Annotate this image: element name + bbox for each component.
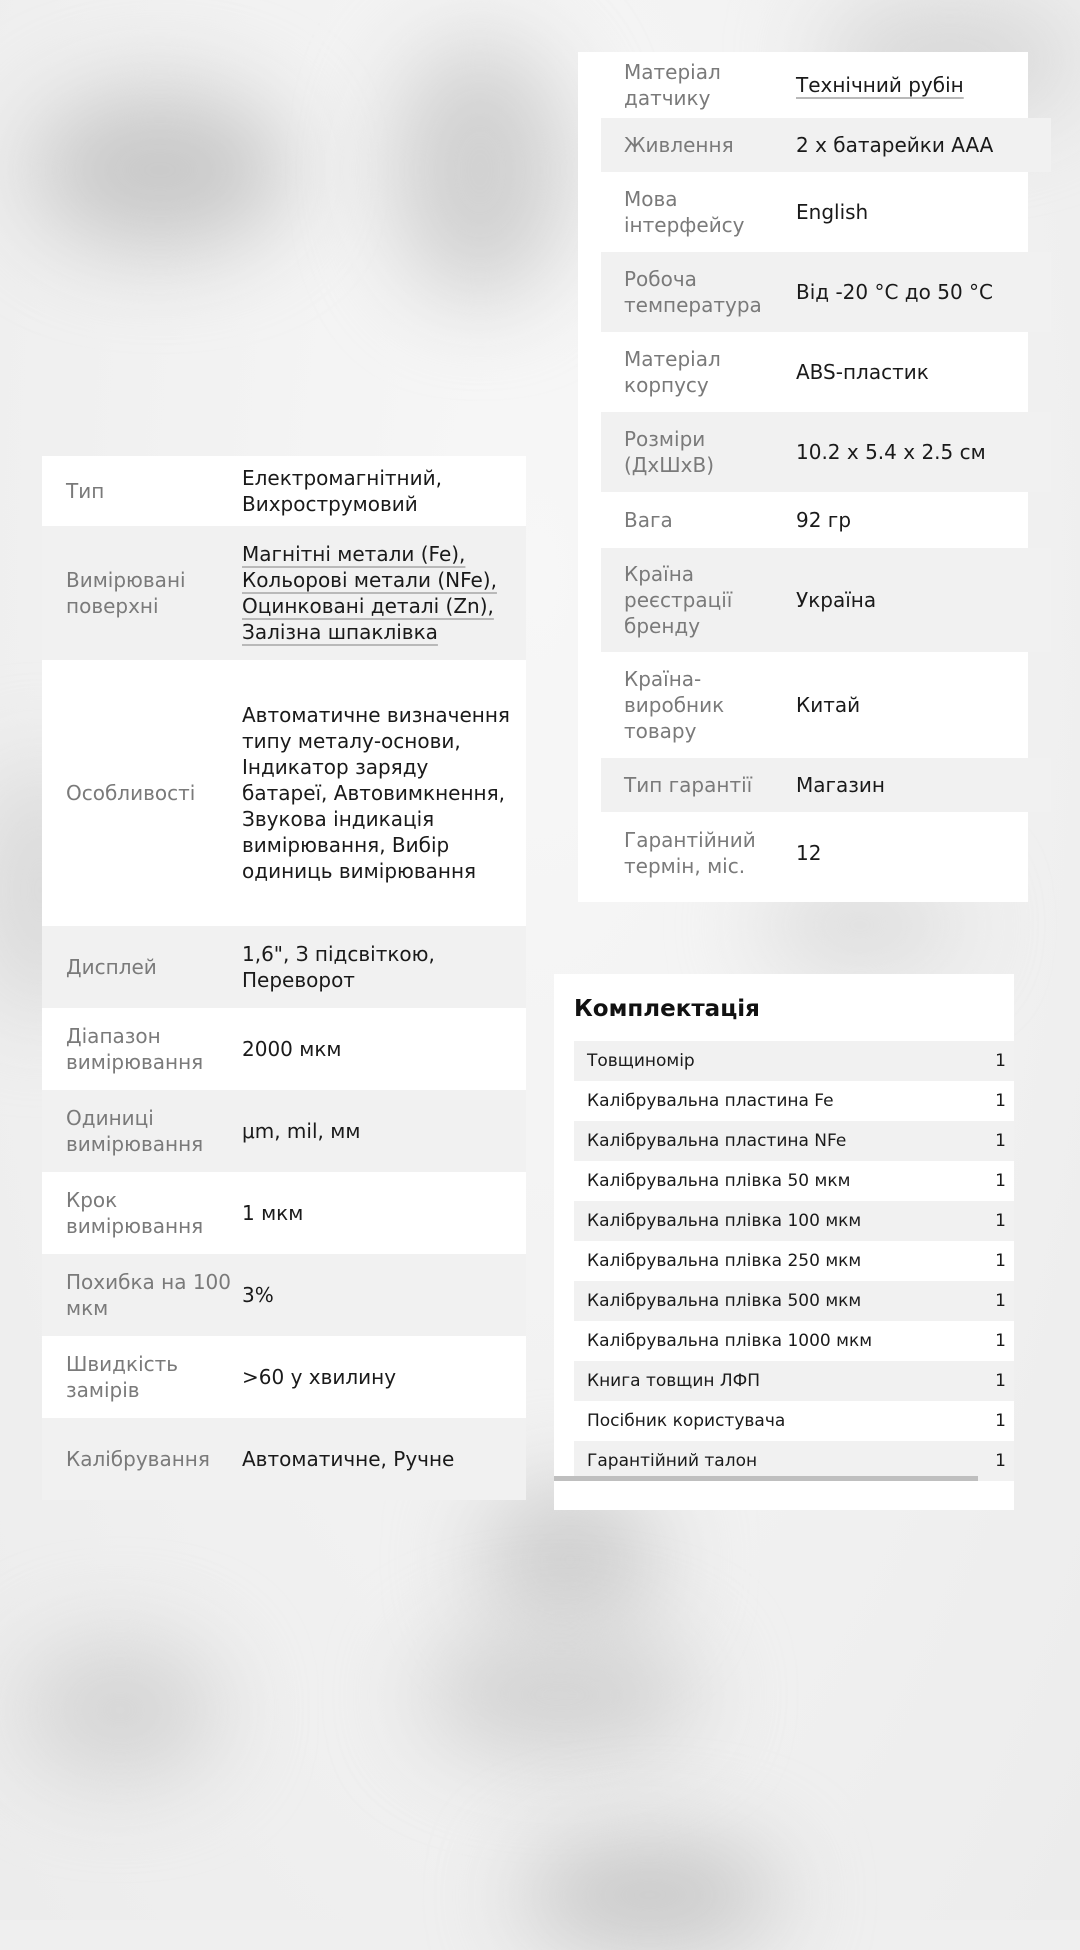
spec-value: ABS-пластик bbox=[796, 360, 929, 384]
spec-label: Діапазон вимірювання bbox=[66, 1024, 204, 1074]
package-item-quantity: 1 bbox=[995, 1451, 1006, 1471]
specs-left-rows bbox=[42, 456, 526, 1500]
spec-label: Країна реєстрації бренду bbox=[624, 562, 733, 638]
spec-value: Електромагнітний, Вихрострумовий bbox=[242, 466, 442, 516]
spec-value: 2 x батарейки AAA bbox=[796, 133, 994, 157]
spec-row bbox=[601, 812, 1051, 894]
package-item-row bbox=[574, 1081, 1014, 1121]
spec-value-link[interactable]: Кольорові метали (NFe), bbox=[242, 568, 497, 592]
spec-label: Особливості bbox=[66, 781, 196, 805]
spec-value: 10.2 x 5.4 x 2.5 см bbox=[796, 440, 986, 464]
package-item-name: Калібрувальна плівка 500 мкм bbox=[587, 1291, 862, 1311]
spec-row bbox=[601, 172, 1051, 252]
spec-value: Україна bbox=[796, 588, 877, 612]
spec-row bbox=[601, 252, 1051, 332]
spec-value: >60 у хвилину bbox=[242, 1365, 397, 1389]
package-item-row bbox=[574, 1161, 1014, 1201]
package-item-quantity: 1 bbox=[995, 1131, 1006, 1151]
spec-value bbox=[242, 541, 526, 645]
spec-row bbox=[601, 758, 1051, 812]
spec-row bbox=[601, 332, 1051, 412]
package-item-row bbox=[574, 1201, 1014, 1241]
spec-value: 1,6", З підсвіткою, Переворот bbox=[242, 942, 435, 992]
spec-row bbox=[601, 118, 1051, 172]
spec-row bbox=[42, 1090, 526, 1172]
spec-value: Від -20 °C до 50 °C bbox=[796, 280, 994, 304]
spec-row bbox=[42, 1336, 526, 1418]
spec-row bbox=[42, 456, 526, 526]
package-item-quantity: 1 bbox=[995, 1411, 1006, 1431]
spec-row bbox=[42, 1254, 526, 1336]
spec-value: Магазин bbox=[796, 773, 885, 797]
spec-row bbox=[601, 52, 1051, 118]
specs-table-right bbox=[578, 52, 1028, 902]
spec-row bbox=[42, 526, 526, 660]
spec-value: Автоматичне визначення типу металу-основи, Індикатор заряду батареї, Автовимкнення, Звукова індикація вимірювання, Вибір одиниць вимірювання bbox=[242, 703, 510, 883]
spec-value-link[interactable]: Залізна шпаклівка bbox=[242, 620, 438, 644]
package-item-row bbox=[574, 1401, 1014, 1441]
package-item-quantity: 1 bbox=[995, 1091, 1006, 1111]
spec-label: Тип bbox=[66, 479, 105, 503]
spec-label: Мова інтерфейсу bbox=[624, 187, 745, 237]
spec-value: 2000 мкм bbox=[242, 1037, 342, 1061]
spec-row bbox=[601, 412, 1051, 492]
spec-value: 1 мкм bbox=[242, 1201, 304, 1225]
package-contents-title: Комплектація bbox=[574, 996, 760, 1022]
package-item-name: Калібрувальна пластина Fe bbox=[587, 1091, 834, 1111]
spec-row bbox=[42, 1172, 526, 1254]
package-item-name: Посібник користувача bbox=[587, 1411, 786, 1431]
spec-label: Розміри (ДхШхВ) bbox=[624, 427, 715, 477]
spec-value-link[interactable]: Магнітні метали (Fe), bbox=[242, 542, 466, 566]
package-item-quantity: 1 bbox=[995, 1331, 1006, 1351]
package-item-quantity: 1 bbox=[995, 1051, 1006, 1071]
spec-label: Одиниці вимірювання bbox=[66, 1106, 204, 1156]
spec-row bbox=[42, 1008, 526, 1090]
package-item-name: Калібрувальна плівка 250 мкм bbox=[587, 1251, 862, 1271]
spec-label: Гарантійний термін, міс. bbox=[624, 828, 756, 878]
package-item-quantity: 1 bbox=[995, 1371, 1006, 1391]
package-item-name: Калібрувальна плівка 100 мкм bbox=[587, 1211, 862, 1231]
specs-table-left bbox=[42, 456, 526, 1471]
spec-label: Вимірювані поверхні bbox=[66, 568, 186, 618]
spec-value: Китай bbox=[796, 693, 861, 717]
package-item-name: Калібрувальна плівка 1000 мкм bbox=[587, 1331, 873, 1351]
package-contents-card bbox=[554, 974, 1014, 1510]
spec-label: Крок вимірювання bbox=[66, 1188, 204, 1238]
spec-value-link[interactable]: Технічний рубін bbox=[796, 73, 964, 97]
spec-value: 12 bbox=[796, 841, 822, 865]
specs-right-rows bbox=[601, 52, 1051, 894]
package-item-name: Гарантійний талон bbox=[587, 1451, 758, 1471]
spec-value-link[interactable]: Оцинковані деталі (Zn), bbox=[242, 594, 494, 618]
spec-label: Похибка на 100 мкм bbox=[66, 1270, 231, 1320]
package-item-name: Товщиномір bbox=[587, 1051, 695, 1071]
package-item-name: Калібрувальна пластина NFe bbox=[587, 1131, 847, 1151]
package-item-quantity: 1 bbox=[995, 1211, 1006, 1231]
spec-label: Робоча температура bbox=[624, 267, 762, 317]
package-item-row bbox=[574, 1441, 1014, 1481]
spec-row bbox=[42, 926, 526, 1008]
spec-label: Дисплей bbox=[66, 955, 157, 979]
package-item-row bbox=[574, 1121, 1014, 1161]
spec-value: μm, mil, мм bbox=[242, 1119, 361, 1143]
spec-label: Матеріал корпусу bbox=[624, 347, 721, 397]
package-item-row bbox=[574, 1041, 1014, 1081]
spec-label: Швидкість замірів bbox=[66, 1352, 179, 1402]
spec-row bbox=[601, 652, 1051, 758]
package-item-name: Книга товщин ЛФП bbox=[587, 1371, 761, 1391]
spec-label: Тип гарантії bbox=[624, 773, 753, 797]
spec-label: Країна-виробник товару bbox=[624, 667, 725, 743]
package-item-quantity: 1 bbox=[995, 1171, 1006, 1191]
spec-value: English bbox=[796, 200, 869, 224]
package-item-row bbox=[574, 1241, 1014, 1281]
spec-label: Вага bbox=[624, 508, 673, 532]
spec-value: Автоматичне, Ручне bbox=[242, 1447, 455, 1471]
spec-row bbox=[42, 660, 526, 926]
spec-row bbox=[42, 1418, 526, 1500]
spec-row bbox=[601, 548, 1051, 652]
package-item-name: Калібрувальна плівка 50 мкм bbox=[587, 1171, 851, 1191]
spec-row bbox=[601, 492, 1051, 548]
package-item-row bbox=[574, 1361, 1014, 1401]
spec-label: Калібрування bbox=[66, 1447, 210, 1471]
spec-value: 92 гр bbox=[796, 508, 852, 532]
spec-label: Живлення bbox=[624, 133, 734, 157]
spec-value: 3% bbox=[242, 1283, 274, 1307]
package-item-quantity: 1 bbox=[995, 1251, 1006, 1271]
package-item-row bbox=[574, 1321, 1014, 1361]
horizontal-scrollbar[interactable] bbox=[554, 1476, 978, 1481]
package-item-row bbox=[574, 1281, 1014, 1321]
package-contents-list bbox=[574, 1041, 1014, 1481]
spec-value bbox=[796, 72, 1028, 98]
spec-label: Матеріал датчику bbox=[624, 60, 721, 110]
package-item-quantity: 1 bbox=[995, 1291, 1006, 1311]
